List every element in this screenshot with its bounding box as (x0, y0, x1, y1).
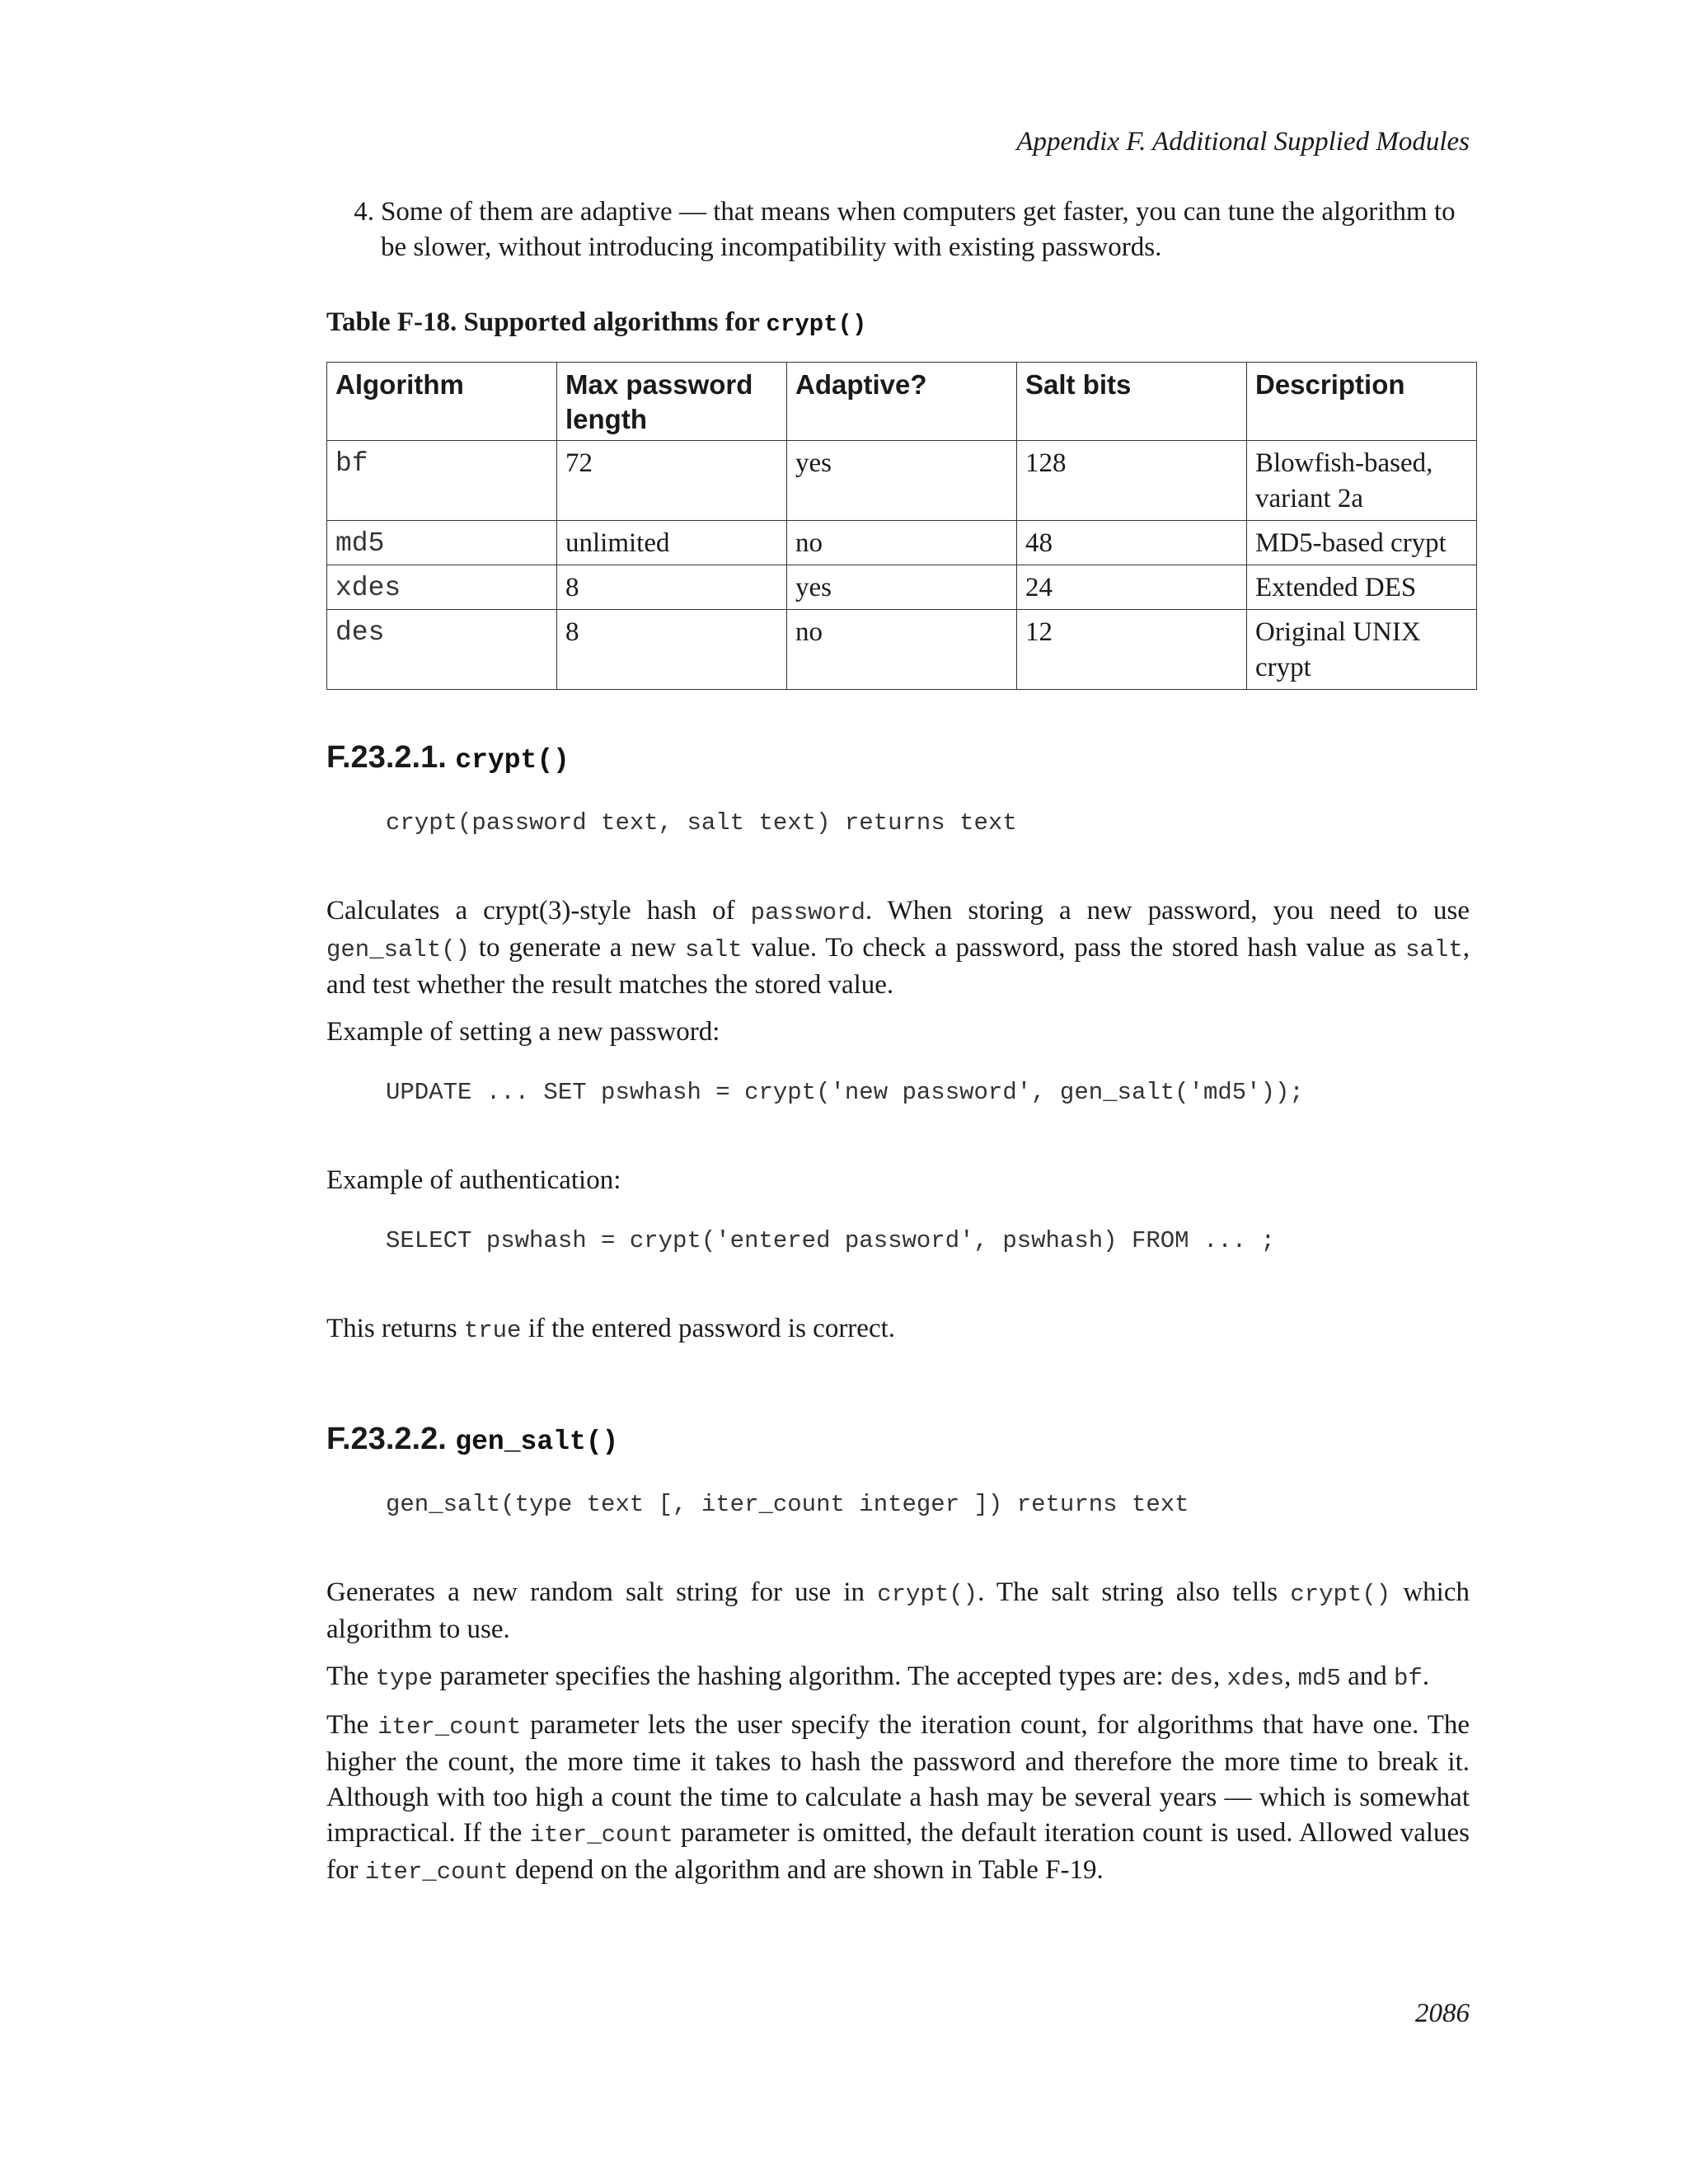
text-run: . When storing a new password, you need to use (865, 896, 1470, 926)
text-run: The (326, 1661, 376, 1691)
cell-max-length: 8 (557, 565, 787, 610)
section-title-crypt (326, 738, 1470, 780)
code-xdes: xdes (1226, 1665, 1285, 1692)
list-item-text: Some of them are adaptive — that means when computers get faster, you can tune the algorithm to be slower, without introducing incompatibility with existing passwords. (381, 197, 1456, 262)
table-header-row (327, 363, 1477, 441)
code-des: des (1170, 1665, 1214, 1692)
header-max-password-length: Max password length (557, 363, 787, 441)
cell-adaptive: yes (787, 565, 1017, 610)
header-description: Description (1247, 363, 1477, 441)
text-run: . The salt string also tells (978, 1577, 1291, 1607)
text-run: , and test whether the result matches the stored value. (326, 933, 1470, 1000)
table-row (327, 565, 1477, 610)
text-run: to generate a new (470, 933, 685, 963)
text-run: Generates a new random salt string for use in (326, 1577, 878, 1607)
crypt-returns-note (326, 1311, 1470, 1348)
section-number: F.23.2.1. (326, 740, 447, 775)
list-item (326, 194, 1470, 265)
code-iter-count: iter_count (529, 1821, 673, 1849)
cell-max-length: 8 (557, 610, 787, 690)
cell-salt-bits: 24 (1017, 565, 1247, 610)
text-run: and (1340, 1661, 1395, 1691)
header-algorithm: Algorithm (327, 363, 557, 441)
example-set-code: UPDATE ... SET pswhash = crypt('new password', gen_salt('md5')); (386, 1079, 1304, 1106)
code-gen-salt: gen_salt() (326, 936, 471, 963)
gen-salt-paragraph-1 (326, 1575, 1470, 1647)
text-run: The (326, 1710, 378, 1740)
text-run: , (1213, 1661, 1227, 1691)
table-row (327, 610, 1477, 690)
code-crypt: crypt() (877, 1581, 978, 1608)
cell-algorithm: xdes (327, 565, 557, 610)
cell-salt-bits: 48 (1017, 521, 1247, 565)
cell-max-length: unlimited (557, 521, 787, 565)
code-iter-count: iter_count (364, 1858, 509, 1886)
code-password: password (750, 899, 865, 926)
table-row (327, 521, 1477, 565)
cell-description: MD5-based crypt (1247, 521, 1477, 565)
code-salt: salt (1405, 936, 1463, 963)
example-auth-label: Example of authentication: (326, 1165, 621, 1195)
cell-algorithm: md5 (327, 521, 557, 565)
header-adaptive: Adaptive? (787, 363, 1017, 441)
text-run: parameter specifies the hashing algorithm. The accepted types are: (433, 1661, 1170, 1691)
cell-description: Extended DES (1247, 565, 1477, 610)
text-run: parameter is omitted, the default iteration count is used. Allowed values for (326, 1818, 1470, 1885)
code-salt: salt (684, 936, 743, 963)
section-function-name: gen_salt() (455, 1427, 619, 1457)
table-caption (326, 305, 1470, 342)
example-auth-code: SELECT pswhash = crypt('entered password', pswhash) FROM ... ; (386, 1227, 1275, 1254)
gen-salt-paragraph-2 (326, 1659, 1470, 1696)
page-content (326, 194, 1470, 1901)
text-run: depend on the algorithm and are shown in Table F-19. (508, 1855, 1104, 1885)
list-item-number: 4. (354, 197, 374, 227)
cell-description: Original UNIX crypt (1247, 610, 1477, 690)
code-true: true (463, 1317, 522, 1344)
cell-algorithm: bf (327, 441, 557, 521)
cell-adaptive: yes (787, 441, 1017, 521)
text-run: . (1422, 1661, 1430, 1691)
example-set-label: Example of setting a new password: (326, 1017, 720, 1047)
section-title-gen-salt (326, 1419, 1470, 1462)
gen-salt-synopsis: gen_salt(type text [, iter_count integer ]) returns text (386, 1491, 1189, 1518)
text-run: Calculates a crypt(3)-style hash of (326, 896, 751, 926)
table-row (327, 441, 1477, 521)
gen-salt-paragraph-3 (326, 1708, 1470, 1890)
text-run: value. To check a password, pass the stored hash value as (742, 933, 1406, 963)
cell-description: Blowfish-based, variant 2a (1247, 441, 1477, 521)
code-crypt: crypt() (1290, 1581, 1391, 1608)
cell-adaptive: no (787, 610, 1017, 690)
text-run: parameter lets the user specify the iteration count, for algorithms that have one. The higher the count, the more time it takes to hash the password and therefore the more time to break it. Although with too high a count the time to calculate a hash may be several years — which is somewhat impractical. If the (326, 1710, 1470, 1848)
text-run: , (1284, 1661, 1298, 1691)
cell-algorithm: des (327, 610, 557, 690)
header-salt-bits: Salt bits (1017, 363, 1247, 441)
code-type: type (375, 1665, 434, 1692)
text-run: This returns (326, 1314, 464, 1343)
table-caption-code: crypt() (766, 311, 867, 338)
section-number: F.23.2.2. (326, 1422, 447, 1456)
code-bf: bf (1394, 1665, 1423, 1692)
crypt-synopsis: crypt(password text, salt text) returns text (386, 809, 1017, 837)
algorithms-table (326, 362, 1477, 690)
table-caption-text: Table F-18. Supported algorithms for (326, 307, 767, 337)
section-function-name: crypt() (455, 745, 570, 776)
code-iter-count: iter_count (377, 1713, 522, 1741)
running-header: Appendix F. Additional Supplied Modules (1016, 127, 1470, 157)
text-run: if the entered password is correct. (521, 1314, 896, 1343)
code-md5: md5 (1297, 1665, 1341, 1692)
page-number: 2086 (1415, 1999, 1470, 2028)
cell-salt-bits: 12 (1017, 610, 1247, 690)
text-run: which algorithm to use. (326, 1577, 1470, 1644)
cell-max-length: 72 (557, 441, 787, 521)
crypt-description (326, 893, 1470, 1003)
cell-adaptive: no (787, 521, 1017, 565)
cell-salt-bits: 128 (1017, 441, 1247, 521)
